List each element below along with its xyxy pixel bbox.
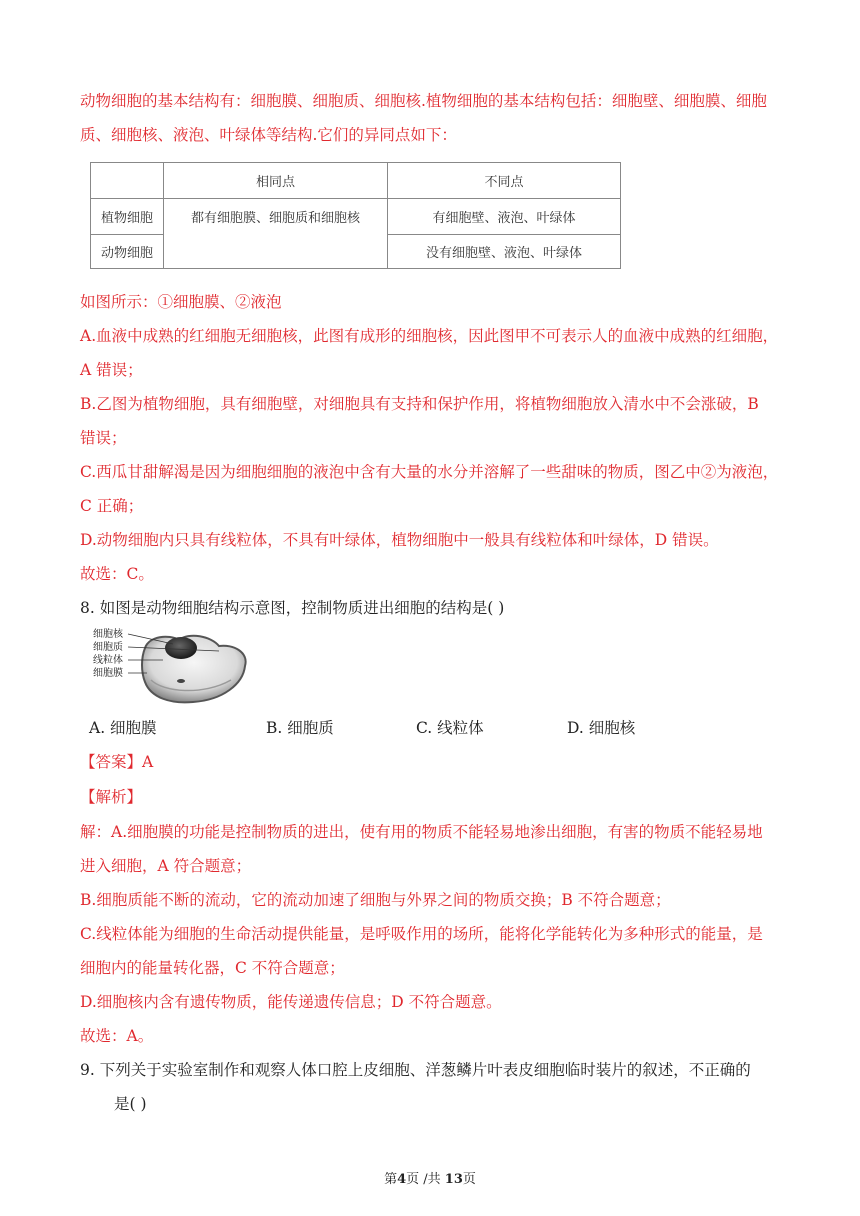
animal-cell-diagram [93, 626, 253, 708]
q7-b-line1: B.乙图为植物细胞，具有细胞壁，对细胞具有支持和保护作用，将植物细胞放入清水中不会涨破，B [80, 395, 759, 413]
q9-stem-line2: 是( ) [114, 1095, 147, 1113]
q8-a-line1: 解：A.细胞膜的功能是控制物质的进出，使有用的物质不能轻易地渗出细胞，有害的物质不能轻易地 [80, 823, 763, 841]
q7-figure-note: 如图所示：①细胞膜、②液泡 [80, 293, 282, 311]
row-plant-label: 植物细胞 [91, 199, 164, 235]
q8-a-line2: 进入细胞，A 符合题意； [80, 857, 252, 875]
q7-a-line1: A.血液中成熟的红细胞无细胞核，此图有成形的细胞核，因此图甲不可表示人的血液中成熟的红细胞， [80, 327, 779, 345]
label-cytoplasm: 细胞质 [93, 642, 123, 653]
q8-answer: 【答案】A [80, 753, 154, 771]
label-mitochondria: 线粒体 [93, 655, 123, 666]
same-cell: 都有细胞膜、细胞质和细胞核 [164, 199, 388, 269]
table-corner [91, 163, 164, 199]
intro-line-1: 动物细胞的基本结构有：细胞膜、细胞质、细胞核.植物细胞的基本结构包括：细胞壁、细胞膜、细胞 [80, 92, 767, 110]
label-membrane: 细胞膜 [93, 668, 123, 679]
q8-analysis-title: 【解析】 [80, 788, 143, 806]
header-same: 相同点 [164, 163, 388, 199]
q7-d-line1: D.动物细胞内只具有线粒体，不具有叶绿体，植物细胞中一般具有线粒体和叶绿体，D 错误。 [80, 531, 719, 549]
animal-diff-cell: 没有细胞壁、液泡、叶绿体 [388, 235, 621, 269]
q7-c-line2: C 正确； [80, 497, 144, 515]
q8-stem: 8. 如图是动物细胞结构示意图，控制物质进出细胞的结构是( ) [80, 599, 505, 617]
header-diff: 不同点 [388, 163, 621, 199]
q8-b-line: B.细胞质能不断的流动，它的流动加速了细胞与外界之间的物质交换；B 不符合题意； [80, 891, 671, 909]
mitochondrion [177, 679, 185, 683]
page-footer: 第4页 /共 13页 [384, 1172, 476, 1187]
row-animal-label: 动物细胞 [91, 235, 164, 269]
option-b[interactable]: B. 细胞质 [266, 719, 334, 737]
q7-a-line2: A 错误； [80, 361, 143, 379]
intro-line-2: 质、细胞核、液泡、叶绿体等结构.它们的异同点如下： [80, 126, 457, 144]
plant-diff-cell: 有细胞壁、液泡、叶绿体 [388, 199, 621, 235]
q9-stem-line1: 9. 下列关于实验室制作和观察人体口腔上皮细胞、洋葱鳞片叶表皮细胞临时装片的叙述，不正确的 [80, 1061, 751, 1079]
q7-b-line2: 错误； [80, 429, 127, 447]
page-total: 13 [444, 1172, 463, 1187]
q8-d-line: D.细胞核内含有遗传物质，能传递遗传信息；D 不符合题意。 [80, 993, 502, 1011]
q7-choice: 故选：C。 [80, 565, 154, 583]
comparison-table [90, 162, 621, 269]
page-number: 4 [397, 1172, 407, 1187]
option-c[interactable]: C. 线粒体 [416, 719, 484, 737]
q8-choice: 故选：A。 [80, 1027, 154, 1045]
q8-c-line2: 细胞内的能量转化器，C 不符合题意； [80, 959, 345, 977]
q7-c-line1: C.西瓜甘甜解渴是因为细胞细胞的液泡中含有大量的水分并溶解了一些甜味的物质，图乙中②为液泡， [80, 463, 779, 481]
option-a[interactable]: A. 细胞膜 [89, 719, 157, 737]
option-d[interactable]: D. 细胞核 [567, 719, 636, 737]
label-nucleus: 细胞核 [93, 629, 123, 640]
nucleus [165, 637, 197, 659]
q8-c-line1: C.线粒体能为细胞的生命活动提供能量，是呼吸作用的场所，能将化学能转化为多种形式的能量，是 [80, 925, 763, 943]
